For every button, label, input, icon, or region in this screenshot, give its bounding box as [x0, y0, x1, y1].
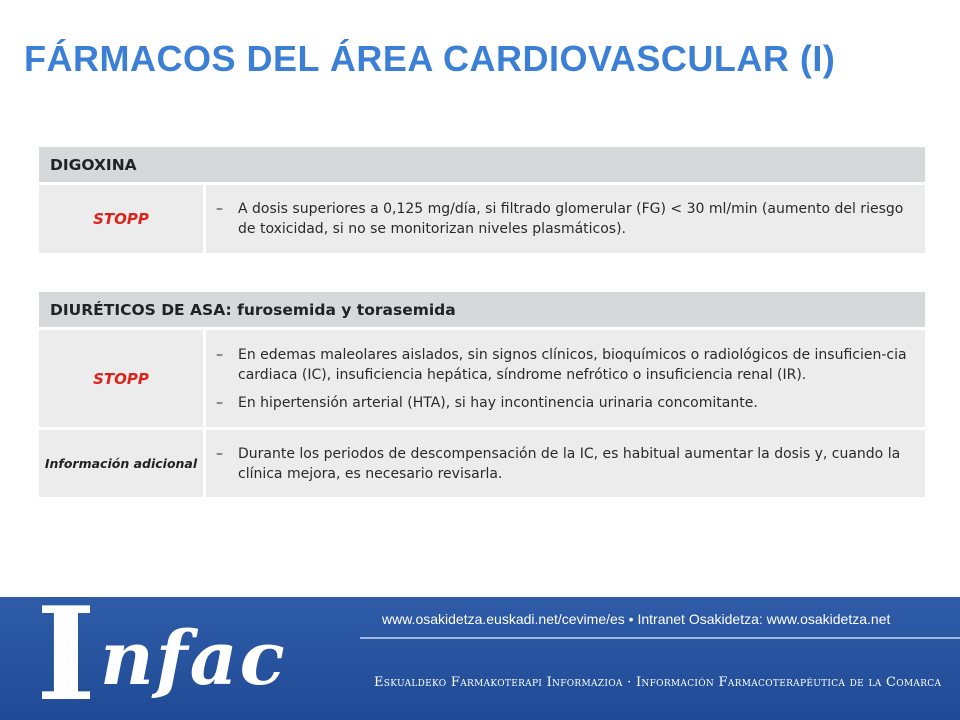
row-content: [206, 430, 925, 497]
stopp-label: STOPP: [39, 330, 203, 427]
table-row: [39, 430, 925, 497]
footer-urls: www.osakidetza.euskadi.net/cevime/es • Intranet Osakidetza: www.osakidetza.net: [382, 611, 891, 627]
table-header: DIURÉTICOS DE ASA: furosemida y torasemida: [39, 292, 925, 327]
footer-subtitle: Eskualdeko Farmakoterapi Informazioa · Información Farmacoterapéutica de la Comarca: [374, 675, 942, 690]
list-item: [216, 345, 915, 385]
list-item: [216, 444, 915, 484]
item-text: A dosis superiores a 0,125 mg/día, si filtrado glomerular (FG) < 30 ml/min (aumento del riesgo de toxicidad, si no se monitorizan niveles plasmáticos).: [238, 201, 904, 237]
row-content: [206, 185, 925, 253]
stopp-label: STOPP: [39, 185, 203, 253]
table-row: [39, 330, 925, 427]
table-row: [39, 185, 925, 253]
item-text: Durante los periodos de descompensación de la IC, es habitual aumentar la dosis y, cuando la clínica mejora, es necesario revisarla.: [238, 445, 901, 482]
logo-text: nfac: [100, 616, 287, 702]
footer-divider: [360, 637, 960, 639]
page-title: FÁRMACOS DEL ÁREA CARDIOVASCULAR (I): [24, 38, 836, 79]
dash-bullet: –: [216, 445, 223, 462]
row-content: [206, 330, 925, 427]
info-label: Información adicional: [39, 430, 203, 497]
logo-initial: I: [36, 580, 96, 720]
dash-bullet: –: [216, 394, 223, 411]
list-item: [216, 199, 915, 239]
list-item: [216, 393, 915, 413]
footer-banner: [0, 580, 960, 720]
diureticos-table: [39, 292, 925, 497]
table-header: DIGOXINA: [39, 147, 925, 182]
item-text: En edemas maleolares aislados, sin signos clínicos, bioquímicos o radiológicos de insuficien-cia cardiaca (IC), insuficiencia hepática, síndrome nefrótico o insuficiencia renal (IR).: [238, 346, 907, 383]
dash-bullet: –: [216, 346, 223, 363]
dash-bullet: –: [216, 201, 223, 217]
digoxina-table: [39, 147, 925, 253]
item-text: En hipertensión arterial (HTA), si hay incontinencia urinaria concomitante.: [238, 394, 758, 411]
